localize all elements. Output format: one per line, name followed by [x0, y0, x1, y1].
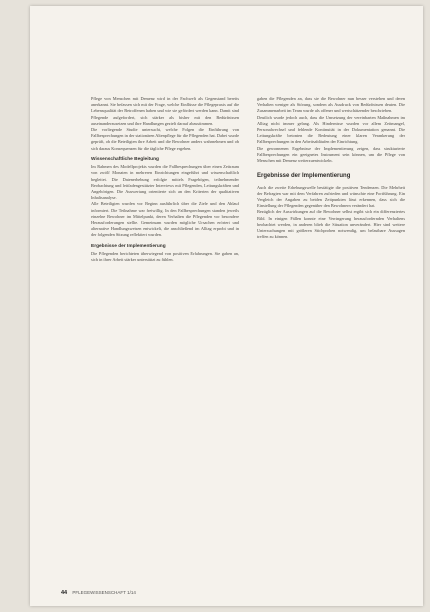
page-number: 44	[61, 590, 68, 596]
left-text-column	[91, 96, 239, 586]
paragraph: Pflege von Menschen mit Demenz wird in der Fachwelt als Gegenstand bereits anerkannt. Sie befassen sich mit der Frage, welche Einflüsse die Pflegepraxis auf die Lebensqualität der Betroffenen haben und wie sie gefördert werden kann. Damit sind Pflegende aufgefordert, sich stärker als bisher mit den Bedürfnissen auseinanderzusetzen und ihre Handlungen gezielt darauf abzustimmen.	[91, 96, 239, 126]
paragraph: Die gewonnenen Ergebnisse der Implementierung zeigen, dass strukturierte Fallbesprechungen ein geeignetes Instrument sein können, um die Pflege von Menschen mit Demenz weiterzuentwickeln.	[257, 145, 405, 164]
paragraph: Bezüglich der Auswirkungen auf die Bewohner selbst ergibt sich ein differenziertes Bild. In einigen Fällen konnte eine Verringerung herausfordernden Verhaltens beobachtet werden, in anderen blieb die Situation unverändert. Hier sind weitere Untersuchungen mit größeren Stichproben notwendig, um belastbare Aussagen treffen zu können.	[257, 209, 405, 240]
section-heading: Ergebnisse der Implementierung	[257, 173, 351, 180]
paragraph: Die Pflegenden berichteten überwiegend von positiven Erfahrungen. Sie gaben an, sich in ihrer Arbeit stärker unterstützt zu fühlen.	[91, 251, 239, 263]
paragraph: Alle Beteiligten wurden vor Beginn ausführlich über die Ziele und den Ablauf informiert. Die Teilnahme war freiwillig. In den Fallbesprechungen standen jeweils einzelne Bewohner im Mittelpunkt, deren Verhalten die Pflegenden vor besondere Herausforderungen stellte. Gemeinsam wurden mögliche Ursachen erörtert und alternative Handlungsweisen entwickelt, die anschließend im Alltag erprobt und in der folgenden Sitzung reflektiert wurden.	[91, 201, 239, 238]
page-footer	[61, 590, 136, 596]
paragraph: Auch die zweite Erhebungswelle bestätigte die positiven Tendenzen. Die Mehrheit der Befragten war mit dem Verfahren zufrieden und wünschte eine Fortführung. Ein Vergleich der Angaben zu beiden Zeitpunkten lässt erkennen, dass sich die Einstellung der Pflegenden gegenüber den Bewohnern verändert hat.	[257, 184, 405, 209]
section-heading: Wissenschaftliche Begleitung	[91, 156, 159, 162]
paragraph: gaben die Pflegenden an, dass sie die Bewohner nun besser verstehen und deren Verhalten weniger als Störung, sondern als Ausdruck von Bedürfnissen deuten. Die Zusammenarbeit im Team wurde als offener und wertschätzender beschrieben.	[257, 96, 405, 114]
paragraph: Deutlich wurde jedoch auch, dass die Umsetzung der vereinbarten Maßnahmen im Alltag nicht immer gelang. Als Hindernisse wurden vor allem Zeitmangel, Personalwechsel und fehlende Kontinuität in der Dokumentation genannt. Die Leitungskräfte betonten die Bedeutung einer klaren Verankerung der Fallbesprechungen in den Arbeitsabläufen der Einrichtung.	[257, 114, 405, 145]
right-text-column	[257, 96, 405, 586]
paragraph: Die vorliegende Studie untersucht, welche Folgen die Einführung von Fallbesprechungen in der stationären Altenpflege für die Pflegenden hat. Dabei wurde geprüft, ob die Beteiligten ihre Arbeit und die Bewohner anders wahrnehmen und ob sich daraus Konsequenzen für die tägliche Pflege ergeben.	[91, 127, 239, 151]
paragraph: Im Rahmen des Modellprojekts wurden die Fallbesprechungen über einen Zeitraum von zwölf Monaten in mehreren Einrichtungen eingeführt und wissenschaftlich begleitet. Die Datenerhebung erfolgte mittels Fragebögen, teilnehmender Beobachtung und leitfadengestützter Interviews mit Pflegenden, Leitungskräften und Angehörigen. Die Auswertung orientierte sich an den Kriterien der qualitativen Inhaltsanalyse.	[91, 164, 239, 201]
journal-name: PFLEGEWISSENSCHAFT 1/14	[72, 590, 136, 595]
document-page	[30, 6, 423, 606]
section-heading: Ergebnisse der Implementierung	[91, 243, 166, 249]
